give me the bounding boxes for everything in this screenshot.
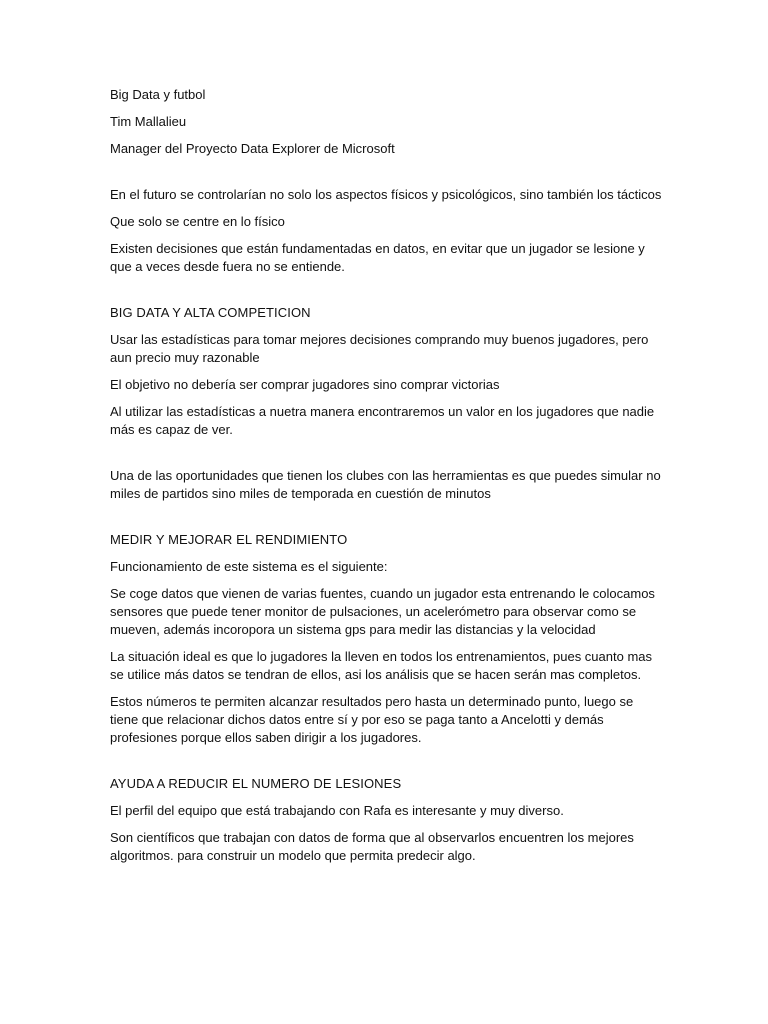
intro-paragraph-1: En el futuro se controlarían no solo los aspectos físicos y psicológicos, sino también los tácticos	[110, 187, 662, 202]
author-role: Manager del Proyecto Data Explorer de Microsoft	[110, 141, 395, 156]
doc-title: Big Data y futbol	[110, 87, 206, 102]
section3-paragraph-2-line-1: Son científicos que trabajan con datos de forma que al observarlos encuentren los mejores	[110, 830, 634, 845]
author-name: Tim Mallalieu	[110, 114, 187, 129]
section-heading-big-data: BIG DATA Y ALTA COMPETICION	[110, 305, 311, 320]
intro-paragraph-3-line-2: que a veces desde fuera no se entiende.	[110, 259, 345, 274]
section2-paragraph-3-line-1: La situación ideal es que lo jugadores la lleven en todos los entrenamientos, pues cuanto mas	[110, 649, 653, 664]
section1-paragraph-4-line-1: Una de las oportunidades que tienen los clubes con las herramientas es que puedes simular no	[110, 468, 661, 483]
document-body	[110, 86, 662, 865]
section2-paragraph-2-line-1: Se coge datos que vienen de varias fuentes, cuando un jugador esta entrenando le colocamos	[110, 586, 655, 601]
section2-paragraph-3-line-2: se utilice más datos se tendran de ellos, asi los análisis que se hacen serán mas completos.	[110, 667, 642, 682]
section1-paragraph-3-line-2: más es capaz de ver.	[110, 422, 233, 437]
section3-paragraph-2-line-2: algoritmos. para construir un modelo que permita predecir algo.	[110, 848, 476, 863]
section2-paragraph-4-line-3: profesiones porque ellos saben dirigir a los jugadores.	[110, 730, 422, 745]
section1-paragraph-3-line-1: Al utilizar las estadísticas a nuetra manera encontraremos un valor en los jugadores que nadie	[110, 404, 655, 419]
section-heading-lesiones: AYUDA A REDUCIR EL NUMERO DE LESIONES	[110, 776, 402, 791]
section2-paragraph-2-line-2: sensores que puede tener monitor de pulsaciones, un acelerómetro para observar como se	[110, 604, 637, 619]
section2-paragraph-1: Funcionamiento de este sistema es el siguiente:	[110, 559, 388, 574]
section1-paragraph-1-line-2: aun precio muy razonable	[110, 350, 260, 365]
section1-paragraph-1-line-1: Usar las estadísticas para tomar mejores decisiones comprando muy buenos jugadores, pero	[110, 332, 649, 347]
section1-paragraph-4-line-2: miles de partidos sino miles de temporada en cuestión de minutos	[110, 486, 491, 501]
intro-paragraph-2: Que solo se centre en lo físico	[110, 214, 285, 229]
section1-paragraph-2: El objetivo no debería ser comprar jugadores sino comprar victorias	[110, 377, 500, 392]
section2-paragraph-2-line-3: mueven, además incoropora un sistema gps para medir las distancias y la velocidad	[110, 622, 596, 637]
section2-paragraph-4-line-1: Estos números te permiten alcanzar resultados pero hasta un determinado punto, luego se	[110, 694, 634, 709]
section2-paragraph-4-line-2: tiene que relacionar dichos datos entre sí y por eso se paga tanto a Ancelotti y demás	[110, 712, 604, 727]
section3-paragraph-1: El perfil del equipo que está trabajando con Rafa es interesante y muy diverso.	[110, 803, 564, 818]
intro-paragraph-3-line-1: Existen decisiones que están fundamentadas en datos, en evitar que un jugador se lesione y	[110, 241, 645, 256]
section-heading-rendimiento: MEDIR Y MEJORAR EL RENDIMIENTO	[110, 532, 348, 547]
